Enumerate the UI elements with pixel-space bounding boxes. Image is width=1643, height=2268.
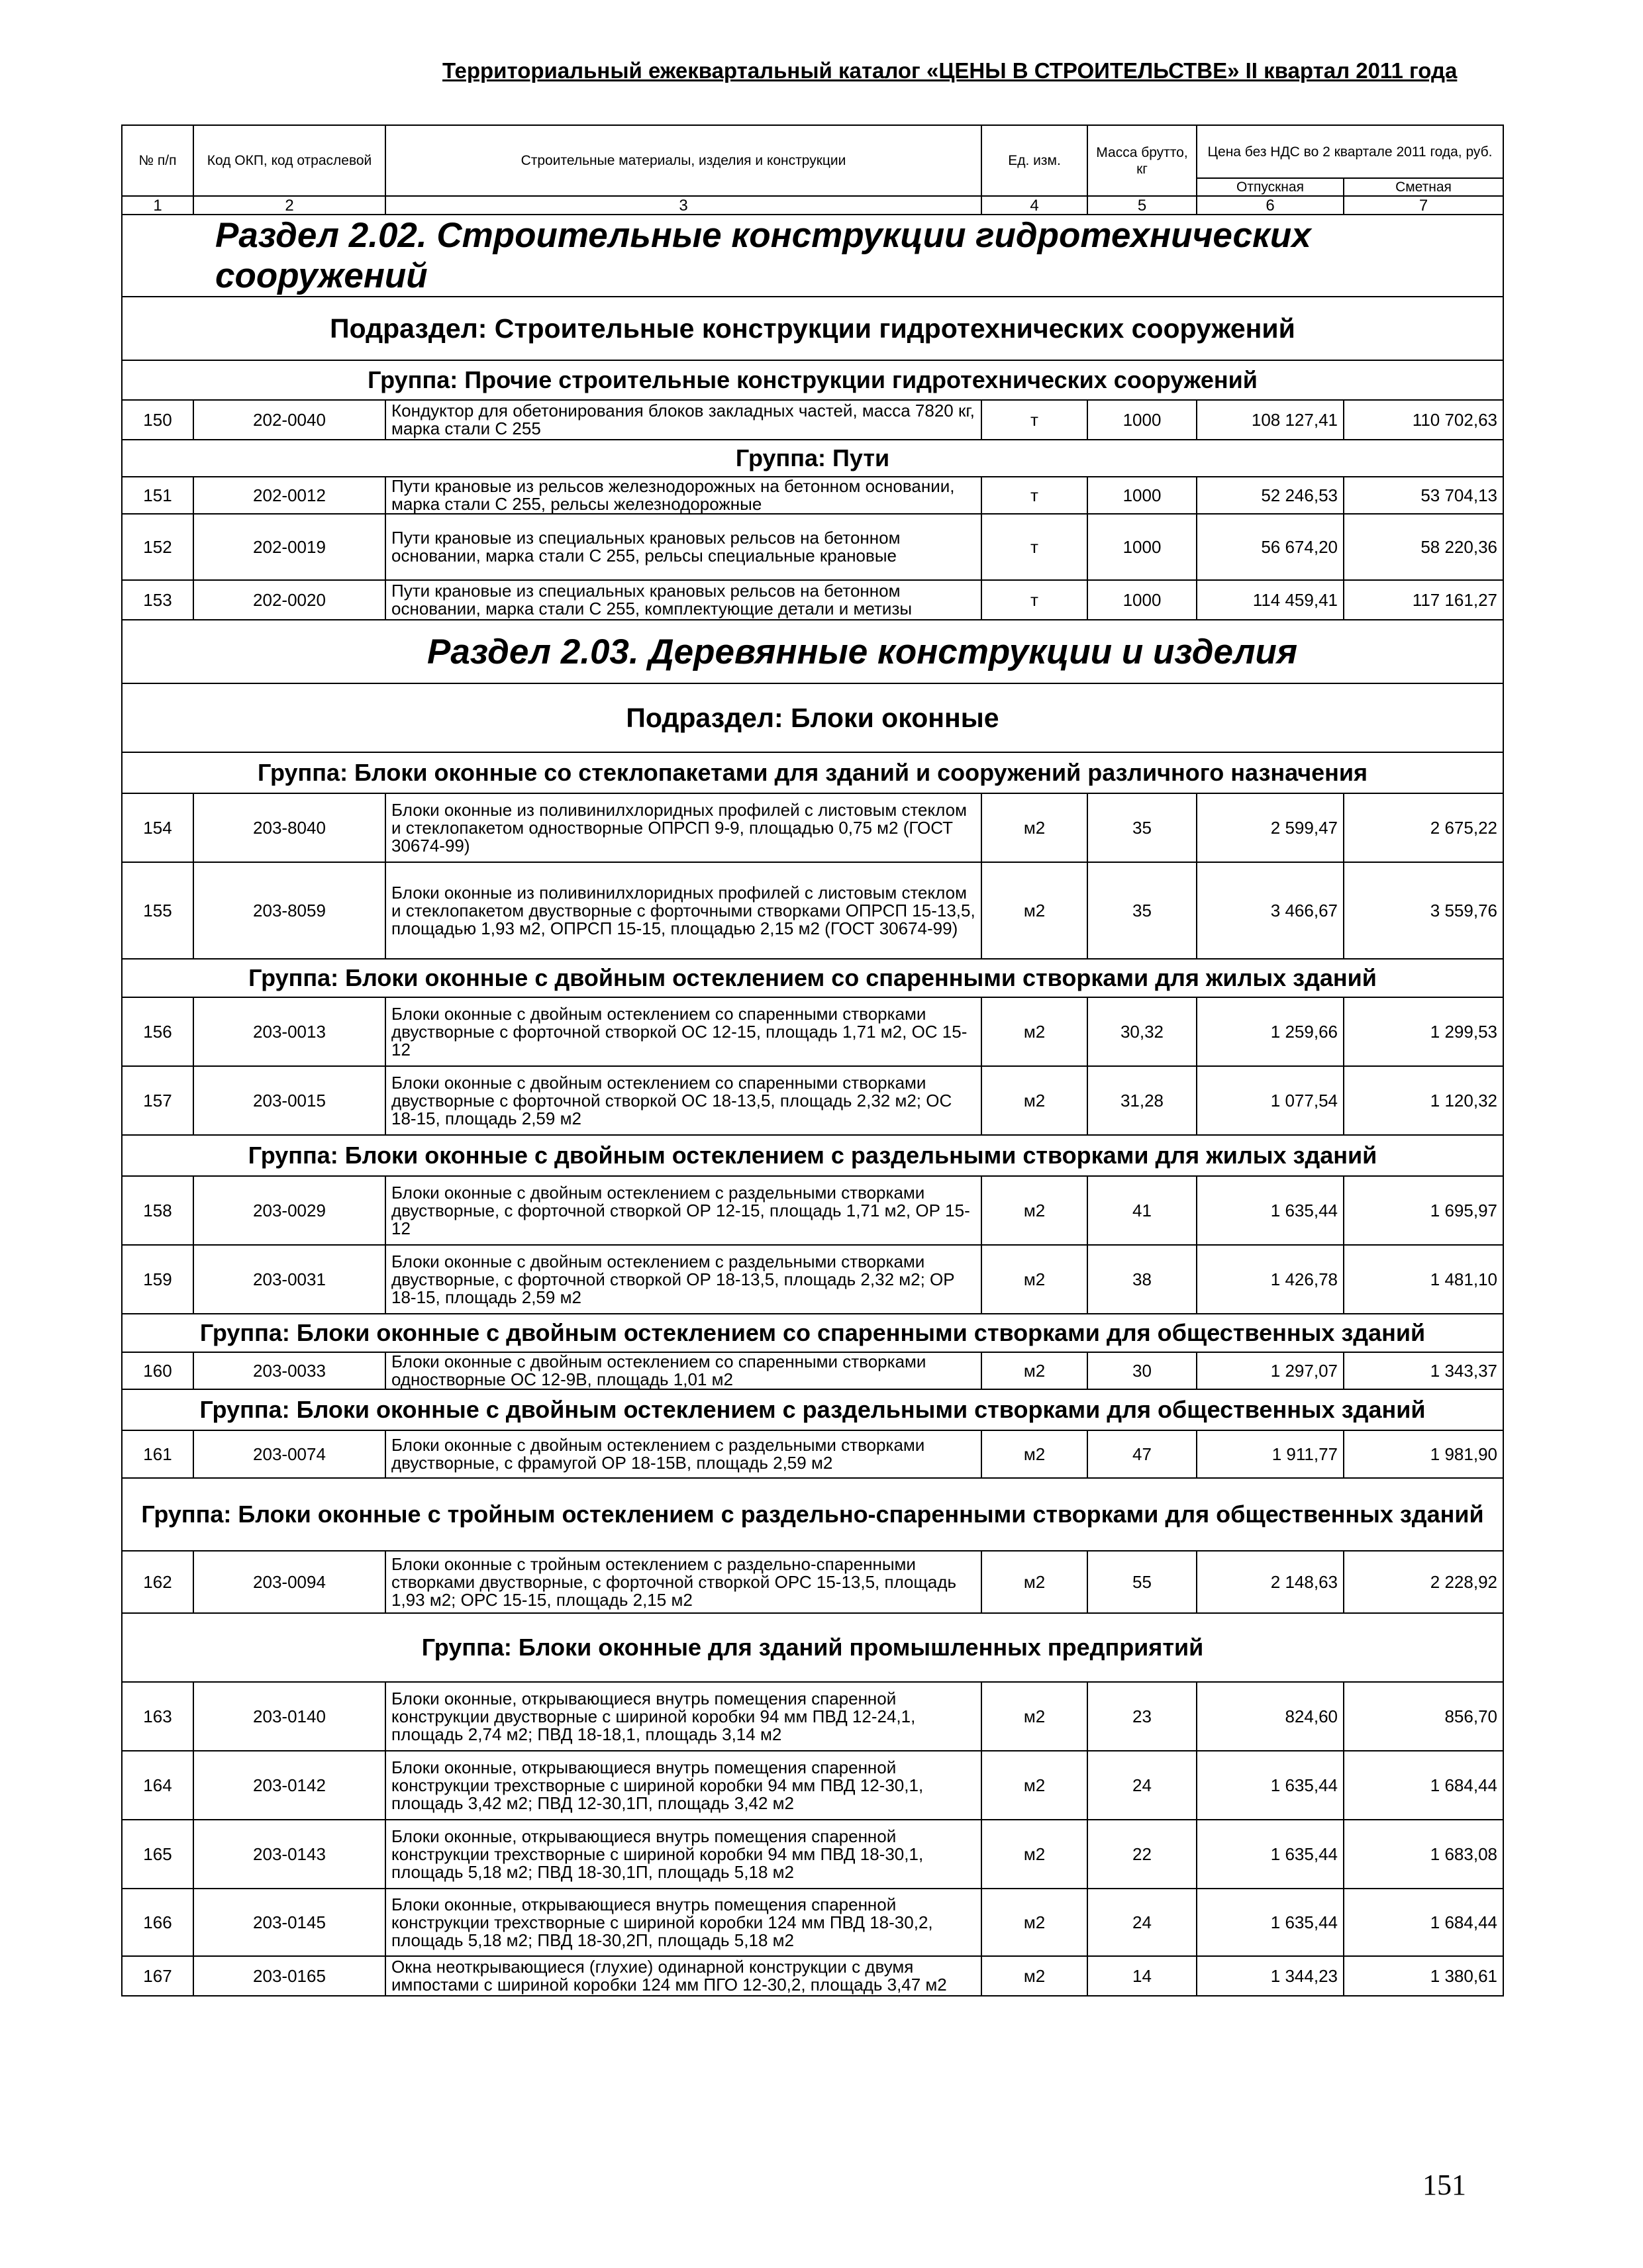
col-header-code: Код ОКП, код отраслевой	[193, 125, 385, 196]
row-unit: т	[981, 400, 1087, 440]
row-code: 203-8059	[193, 862, 385, 959]
row-number: 156	[122, 997, 193, 1066]
table-row	[122, 1430, 1503, 1478]
row-number: 154	[122, 793, 193, 862]
row-name: Кондуктор для обетонирования блоков закладных частей, масса 7820 кг, марка стали С 255	[385, 400, 981, 440]
row-code: 203-0165	[193, 1956, 385, 1996]
row-release-price: 1 344,23	[1197, 1956, 1344, 1996]
group-heading: Группа: Блоки оконные с двойным остеклением с раздельными створками для жилых зданий	[122, 1135, 1503, 1176]
row-unit: м2	[981, 1682, 1087, 1751]
row-number: 157	[122, 1066, 193, 1135]
table-row	[122, 1352, 1503, 1389]
row-number: 162	[122, 1551, 193, 1613]
row-unit: т	[981, 514, 1087, 580]
row-unit: м2	[981, 1956, 1087, 1996]
table-row	[122, 1751, 1503, 1820]
row-number: 163	[122, 1682, 193, 1751]
row-name: Блоки оконные с двойным остеклением с раздельными створками двустворные, с фрамугой ОР 18-15В, площадь 2,59 м2	[385, 1430, 981, 1478]
row-release-price: 52 246,53	[1197, 477, 1344, 514]
table-body	[122, 215, 1503, 1996]
row-release-price: 1 635,44	[1197, 1176, 1344, 1245]
row-mass: 22	[1087, 1820, 1197, 1889]
row-code: 202-0020	[193, 580, 385, 620]
row-estimate-price: 856,70	[1344, 1682, 1503, 1751]
row-release-price: 108 127,41	[1197, 400, 1344, 440]
row-release-price: 1 911,77	[1197, 1430, 1344, 1478]
row-unit: м2	[981, 1176, 1087, 1245]
row-mass: 38	[1087, 1245, 1197, 1314]
table-row-heading	[122, 1314, 1503, 1352]
row-estimate-price: 1 684,44	[1344, 1751, 1503, 1820]
row-name: Блоки оконные, открывающиеся внутрь помещения спаренной конструкции трехстворные с шириной коробки 94 мм ПВД 18-30,1, площадь 5,18 м2; ПВД 18-30,1П, площадь 5,18 м2	[385, 1820, 981, 1889]
row-name: Пути крановые из рельсов железнодорожных на бетонном основании, марка стали С 255, рельсы железнодорожные	[385, 477, 981, 514]
row-name: Блоки оконные из поливинилхлоридных профилей с листовым стеклом и стеклопакетом двустворные с форточными створками ОПРСП 15-13,5, площадью 1,93 м2, ОПРСП 15-15, площадью 2,15 м2 (ГОСТ 30674-99)	[385, 862, 981, 959]
row-code: 203-0094	[193, 1551, 385, 1613]
row-mass: 1000	[1087, 580, 1197, 620]
table-row	[122, 1551, 1503, 1613]
row-name: Блоки оконные, открывающиеся внутрь помещения спаренной конструкции трехстворные с шириной коробки 94 мм ПВД 12-30,1, площадь 3,42 м2; ПВД 12-30,1П, площадь 3,42 м2	[385, 1751, 981, 1820]
table-row	[122, 997, 1503, 1066]
table-row-heading	[122, 752, 1503, 793]
table-row	[122, 514, 1503, 580]
row-mass: 24	[1087, 1751, 1197, 1820]
row-name: Блоки оконные, открывающиеся внутрь помещения спаренной конструкции трехстворные с шириной коробки 124 мм ПВД 18-30,2, площадь 5,18 м2; ПВД 18-30,2П, площадь 5,18 м2	[385, 1889, 981, 1956]
table-row	[122, 477, 1503, 514]
row-name: Блоки оконные, открывающиеся внутрь помещения спаренной конструкции двустворные с шириной коробки 94 мм ПВД 12-24,1, площадь 2,74 м2; ПВД 18-18,1, площадь 3,14 м2	[385, 1682, 981, 1751]
row-code: 203-0074	[193, 1430, 385, 1478]
row-release-price: 2 599,47	[1197, 793, 1344, 862]
row-number: 158	[122, 1176, 193, 1245]
table-row-heading	[122, 1613, 1503, 1682]
row-release-price: 56 674,20	[1197, 514, 1344, 580]
row-code: 203-0013	[193, 997, 385, 1066]
row-name: Блоки оконные с тройным остеклением с раздельно-спаренными створками двустворные, с форточной створкой ОРС 15-13,5, площадь 1,93 м2; ОРС 15-15, площадь 2,15 м2	[385, 1551, 981, 1613]
group-heading: Группа: Блоки оконные с двойным остеклением с раздельными створками для общественных зданий	[122, 1389, 1503, 1430]
table-row	[122, 862, 1503, 959]
row-mass: 30,32	[1087, 997, 1197, 1066]
row-mass: 23	[1087, 1682, 1197, 1751]
subsection-heading: Подраздел: Блоки оконные	[122, 683, 1503, 752]
row-release-price: 3 466,67	[1197, 862, 1344, 959]
table-row	[122, 1956, 1503, 1996]
row-release-price: 2 148,63	[1197, 1551, 1344, 1613]
table-row-heading	[122, 959, 1503, 997]
col-number: 3	[385, 196, 981, 215]
row-unit: т	[981, 477, 1087, 514]
table-row	[122, 1245, 1503, 1314]
col-header-mass: Масса брутто, кг	[1087, 125, 1197, 196]
col-header-estimate-price: Сметная	[1344, 178, 1503, 196]
group-heading: Группа: Блоки оконные с двойным остеклением со спаренными створками для жилых зданий	[122, 959, 1503, 997]
table-row-heading	[122, 1135, 1503, 1176]
row-release-price: 1 077,54	[1197, 1066, 1344, 1135]
row-number: 155	[122, 862, 193, 959]
col-number: 6	[1197, 196, 1344, 215]
table-row	[122, 580, 1503, 620]
row-mass: 41	[1087, 1176, 1197, 1245]
row-name: Блоки оконные из поливинилхлоридных профилей с листовым стеклом и стеклопакетом одностворные ОПРСП 9-9, площадью 0,75 м2 (ГОСТ 30674-99)	[385, 793, 981, 862]
col-header-name: Строительные материалы, изделия и конструкции	[385, 125, 981, 196]
table-row-heading	[122, 1389, 1503, 1430]
row-unit: м2	[981, 997, 1087, 1066]
row-code: 203-0142	[193, 1751, 385, 1820]
table-row-heading	[122, 683, 1503, 752]
row-estimate-price: 58 220,36	[1344, 514, 1503, 580]
catalog-header-title: Территориальный ежеквартальный каталог «ЦЕНЫ В СТРОИТЕЛЬСТВЕ» II квартал 2011 года	[442, 58, 1458, 83]
table-row	[122, 1820, 1503, 1889]
row-release-price: 1 297,07	[1197, 1352, 1344, 1389]
row-unit: м2	[981, 1245, 1087, 1314]
table-row	[122, 1889, 1503, 1956]
row-unit: м2	[981, 1551, 1087, 1613]
row-number: 165	[122, 1820, 193, 1889]
row-number: 151	[122, 477, 193, 514]
row-code: 203-0031	[193, 1245, 385, 1314]
row-mass: 35	[1087, 793, 1197, 862]
group-heading: Группа: Блоки оконные с двойным остеклением со спаренными створками для общественных зданий	[122, 1314, 1503, 1352]
table-row	[122, 793, 1503, 862]
row-number: 160	[122, 1352, 193, 1389]
row-number: 167	[122, 1956, 193, 1996]
row-release-price: 1 635,44	[1197, 1889, 1344, 1956]
group-heading: Группа: Блоки оконные с тройным остеклением с раздельно-спаренными створками для общественных зданий	[122, 1478, 1503, 1551]
row-mass: 31,28	[1087, 1066, 1197, 1135]
row-number: 153	[122, 580, 193, 620]
row-estimate-price: 1 380,61	[1344, 1956, 1503, 1996]
row-release-price: 1 635,44	[1197, 1820, 1344, 1889]
row-estimate-price: 1 343,37	[1344, 1352, 1503, 1389]
table-row-heading	[122, 215, 1503, 297]
row-mass: 35	[1087, 862, 1197, 959]
col-header-unit: Ед. изм.	[981, 125, 1087, 196]
row-estimate-price: 1 683,08	[1344, 1820, 1503, 1889]
table-row	[122, 1176, 1503, 1245]
row-estimate-price: 1 120,32	[1344, 1066, 1503, 1135]
col-number: 4	[981, 196, 1087, 215]
row-estimate-price: 117 161,27	[1344, 580, 1503, 620]
col-number: 1	[122, 196, 193, 215]
row-name: Блоки оконные с двойным остеклением с раздельными створками двустворные, с форточной створкой ОР 12-15, площадь 1,71 м2, ОР 15-12	[385, 1176, 981, 1245]
col-header-num: № п/п	[122, 125, 193, 196]
row-estimate-price: 2 675,22	[1344, 793, 1503, 862]
row-name: Пути крановые из специальных крановых рельсов на бетонном основании, марка стали С 255, комплектующие детали и метизы	[385, 580, 981, 620]
page-number: 151	[1422, 2169, 1466, 2201]
row-code: 202-0012	[193, 477, 385, 514]
table-header	[122, 125, 1503, 215]
row-mass: 14	[1087, 1956, 1197, 1996]
subsection-heading: Подраздел: Строительные конструкции гидротехнических сооружений	[122, 297, 1503, 360]
row-unit: м2	[981, 1889, 1087, 1956]
row-name: Пути крановые из специальных крановых рельсов на бетонном основании, марка стали С 255, рельсы специальные крановые	[385, 514, 981, 580]
table-row-heading	[122, 297, 1503, 360]
row-mass: 1000	[1087, 477, 1197, 514]
group-heading: Группа: Прочие строительные конструкции гидротехнических сооружений	[122, 360, 1503, 400]
row-mass: 1000	[1087, 514, 1197, 580]
row-code: 203-0015	[193, 1066, 385, 1135]
row-estimate-price: 110 702,63	[1344, 400, 1503, 440]
col-number: 5	[1087, 196, 1197, 215]
row-mass: 1000	[1087, 400, 1197, 440]
row-name: Блоки оконные с двойным остеклением со спаренными створками двустворные с форточной створкой ОС 12-15, площадь 1,71 м2, ОС 15-12	[385, 997, 981, 1066]
group-heading: Группа: Блоки оконные для зданий промышленных предприятий	[122, 1613, 1503, 1682]
row-code: 203-0140	[193, 1682, 385, 1751]
table-row	[122, 1682, 1503, 1751]
row-code: 203-8040	[193, 793, 385, 862]
row-estimate-price: 1 695,97	[1344, 1176, 1503, 1245]
row-unit: м2	[981, 1066, 1087, 1135]
row-estimate-price: 53 704,13	[1344, 477, 1503, 514]
row-estimate-price: 1 481,10	[1344, 1245, 1503, 1314]
section-heading: Раздел 2.02. Строительные конструкции гидротехнических сооружений	[122, 215, 1503, 297]
row-mass: 30	[1087, 1352, 1197, 1389]
col-number: 7	[1344, 196, 1503, 215]
row-name: Блоки оконные с двойным остеклением с раздельными створками двустворные, с форточной створкой ОР 18-13,5, площадь 2,32 м2; ОР 18-15, площадь 2,59 м2	[385, 1245, 981, 1314]
row-unit: м2	[981, 1430, 1087, 1478]
group-heading: Группа: Пути	[122, 440, 1503, 477]
row-release-price: 1 635,44	[1197, 1751, 1344, 1820]
row-name: Блоки оконные с двойным остеклением со спаренными створками одностворные ОС 12-9В, площадь 1,01 м2	[385, 1352, 981, 1389]
row-code: 202-0040	[193, 400, 385, 440]
row-estimate-price: 1 981,90	[1344, 1430, 1503, 1478]
row-number: 152	[122, 514, 193, 580]
row-code: 203-0033	[193, 1352, 385, 1389]
row-unit: м2	[981, 1751, 1087, 1820]
row-code: 202-0019	[193, 514, 385, 580]
group-heading: Группа: Блоки оконные со стеклопакетами для зданий и сооружений различного назначения	[122, 752, 1503, 793]
table-row-heading	[122, 360, 1503, 400]
row-number: 161	[122, 1430, 193, 1478]
row-estimate-price: 1 299,53	[1344, 997, 1503, 1066]
row-number: 150	[122, 400, 193, 440]
row-release-price: 824,60	[1197, 1682, 1344, 1751]
row-name: Блоки оконные с двойным остеклением со спаренными створками двустворные с форточной створкой ОС 18-13,5, площадь 2,32 м2; ОС 18-15, площадь 2,59 м2	[385, 1066, 981, 1135]
row-number: 166	[122, 1889, 193, 1956]
row-release-price: 114 459,41	[1197, 580, 1344, 620]
row-estimate-price: 1 684,44	[1344, 1889, 1503, 1956]
row-unit: м2	[981, 793, 1087, 862]
row-unit: м2	[981, 1820, 1087, 1889]
row-release-price: 1 259,66	[1197, 997, 1344, 1066]
table-row	[122, 400, 1503, 440]
row-unit: т	[981, 580, 1087, 620]
row-code: 203-0145	[193, 1889, 385, 1956]
col-header-price: Цена без НДС во 2 квартале 2011 года, руб.	[1197, 125, 1503, 178]
col-header-release-price: Отпускная	[1197, 178, 1344, 196]
row-unit: м2	[981, 1352, 1087, 1389]
table-row-heading	[122, 1478, 1503, 1551]
row-code: 203-0143	[193, 1820, 385, 1889]
row-number: 159	[122, 1245, 193, 1314]
table-row-heading	[122, 620, 1503, 683]
row-unit: м2	[981, 862, 1087, 959]
row-estimate-price: 3 559,76	[1344, 862, 1503, 959]
section-heading: Раздел 2.03. Деревянные конструкции и изделия	[122, 620, 1503, 683]
row-number: 164	[122, 1751, 193, 1820]
col-number: 2	[193, 196, 385, 215]
table-row	[122, 1066, 1503, 1135]
row-release-price: 1 426,78	[1197, 1245, 1344, 1314]
row-mass: 47	[1087, 1430, 1197, 1478]
row-mass: 55	[1087, 1551, 1197, 1613]
row-mass: 24	[1087, 1889, 1197, 1956]
row-estimate-price: 2 228,92	[1344, 1551, 1503, 1613]
price-catalog-table	[121, 124, 1504, 1997]
table-row-heading	[122, 440, 1503, 477]
row-code: 203-0029	[193, 1176, 385, 1245]
row-name: Окна неоткрывающиеся (глухие) одинарной конструкции с двумя импостами с шириной коробки 124 мм ПГО 12-30,2, площадь 3,47 м2	[385, 1956, 981, 1996]
